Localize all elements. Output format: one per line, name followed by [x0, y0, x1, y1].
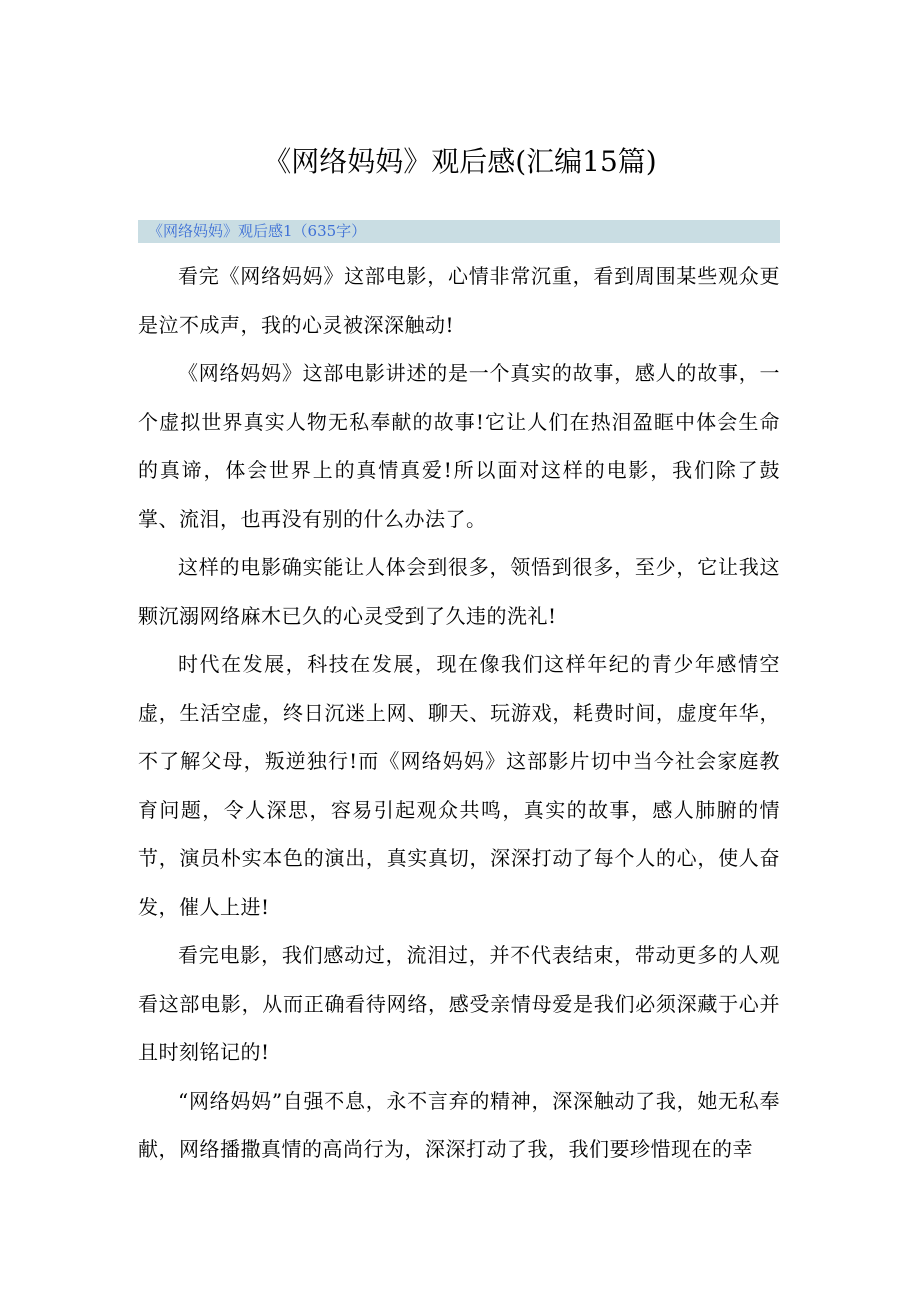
document-title: 《网络妈妈》观后感(汇编15篇) — [263, 145, 657, 178]
section-heading-bar — [138, 220, 780, 243]
section-heading: 《网络妈妈》观后感1（635字） — [148, 222, 367, 240]
paragraph: 看完《网络妈妈》这部电影，心情非常沉重，看到周围某些观众更是泣不成声，我的心灵被深深触动! — [138, 264, 780, 337]
paragraph: 《网络妈妈》这部电影讲述的是一个真实的故事，感人的故事，一个虚拟世界真实人物无私奉献的故事!它让人们在热泪盈眶中体会生命的真谛，体会世界上的真情真爱!所以面对这样的电影，我们除了鼓掌、流泪，也再没有别的什么办法了。 — [138, 361, 780, 531]
paragraph: 时代在发展，科技在发展，现在像我们这样年纪的青少年感情空虚，生活空虚，终日沉迷上网、聊天、玩游戏，耗费时间，虚度年华，不了解父母，叛逆独行!而《网络妈妈》这部影片切中当今社会家庭教育问题，令人深思，容易引起观众共鸣，真实的故事，感人肺腑的情节，演员朴实本色的演出，真实真切，深深打动了每个人的心，使人奋发，催人上进! — [138, 652, 780, 919]
article-body — [138, 252, 780, 1174]
paragraph: 看完电影，我们感动过，流泪过，并不代表结束，带动更多的人观看这部电影，从而正确看待网络，感受亲情母爱是我们必须深藏于心并且时刻铭记的! — [138, 943, 780, 1064]
paragraph: 这样的电影确实能让人体会到很多，领悟到很多，至少，它让我这颗沉溺网络麻木已久的心灵受到了久违的洗礼! — [138, 555, 780, 628]
paragraph: “网络妈妈”自强不息，永不言弃的精神，深深触动了我，她无私奉献，网络播撒真情的高尚行为，深深打动了我，我们要珍惜现在的幸 — [138, 1088, 780, 1161]
